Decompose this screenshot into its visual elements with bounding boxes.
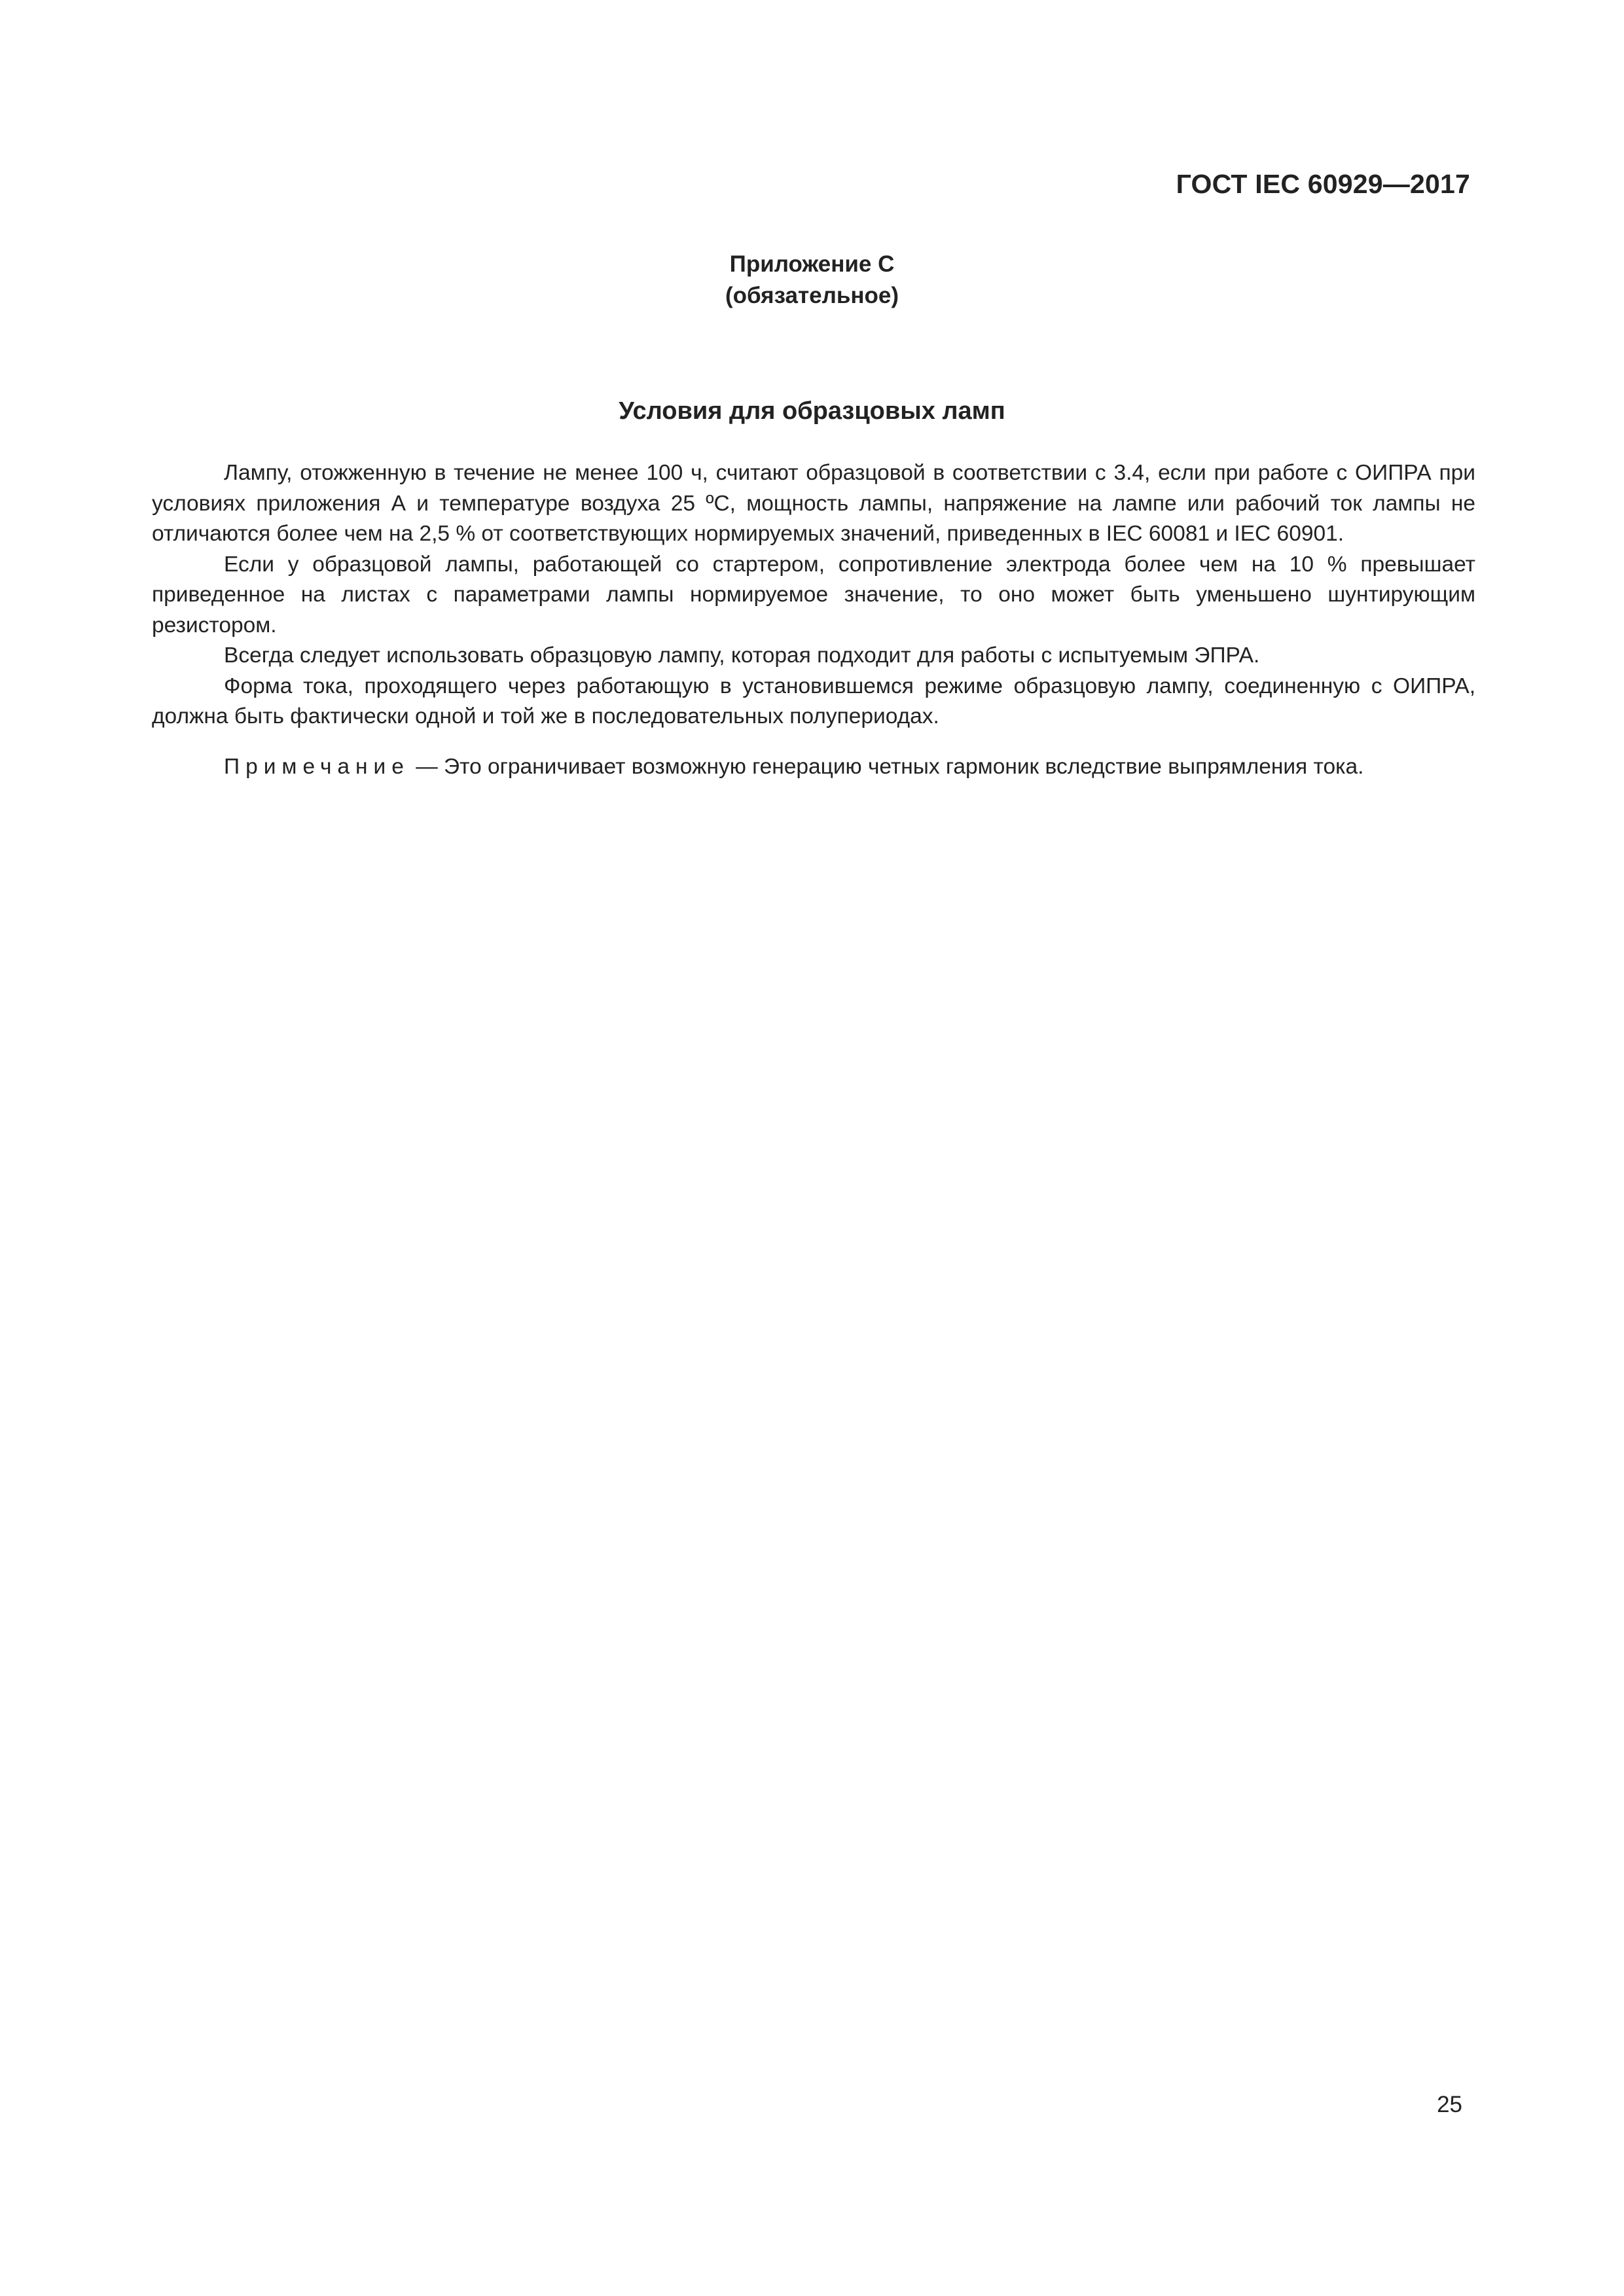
note-text: Это ограничивает возможную генерацию четных гармоник вследствие выпрямления тока. (444, 754, 1364, 779)
appendix-title: Приложение С (729, 251, 895, 277)
paragraph-2: Если у образцовой лампы, работающей со стартером, сопротивление электрода более чем на 10 % превышает приведенное на листах с параметрами лампы нормируемое значение, то оно может быть уменьшено шунтирующим резистором. (152, 552, 1475, 637)
appendix-status: (обязательное) (725, 283, 899, 308)
note-separator: — (409, 754, 444, 779)
paragraph-3: Всегда следует использовать образцовую лампу, которая подходит для работы с испытуемым ЭПРА. (224, 643, 1260, 668)
page-number: 25 (1437, 2092, 1462, 2117)
document-code: ГОСТ IEC 60929—2017 (1176, 169, 1470, 199)
section-title: Условия для образцовых ламп (619, 397, 1005, 425)
appendix-heading (0, 249, 1624, 312)
body-text (152, 458, 1475, 782)
paragraph-4: Форма тока, проходящего через работающую в установившемся режиме образцовую лампу, соединенную с ОИПРА, должна быть фактически одной и той же в последовательных полупериодах. (152, 673, 1475, 728)
note-label: Примечание (224, 754, 410, 779)
note (152, 752, 1475, 783)
paragraph-1: Лампу, отожженную в течение не менее 100 ч, считают образцовой в соответствии с 3.4, если при работе с ОИПРА при условиях приложения А и температуре воздуха 25 ºС, мощность лампы, напряжение на лампе или рабочий ток лампы не отличаются более чем на 2,5 % от соответствующих нормируемых значений, приведенных в IEC 60081 и IEC 60901. (152, 461, 1475, 546)
